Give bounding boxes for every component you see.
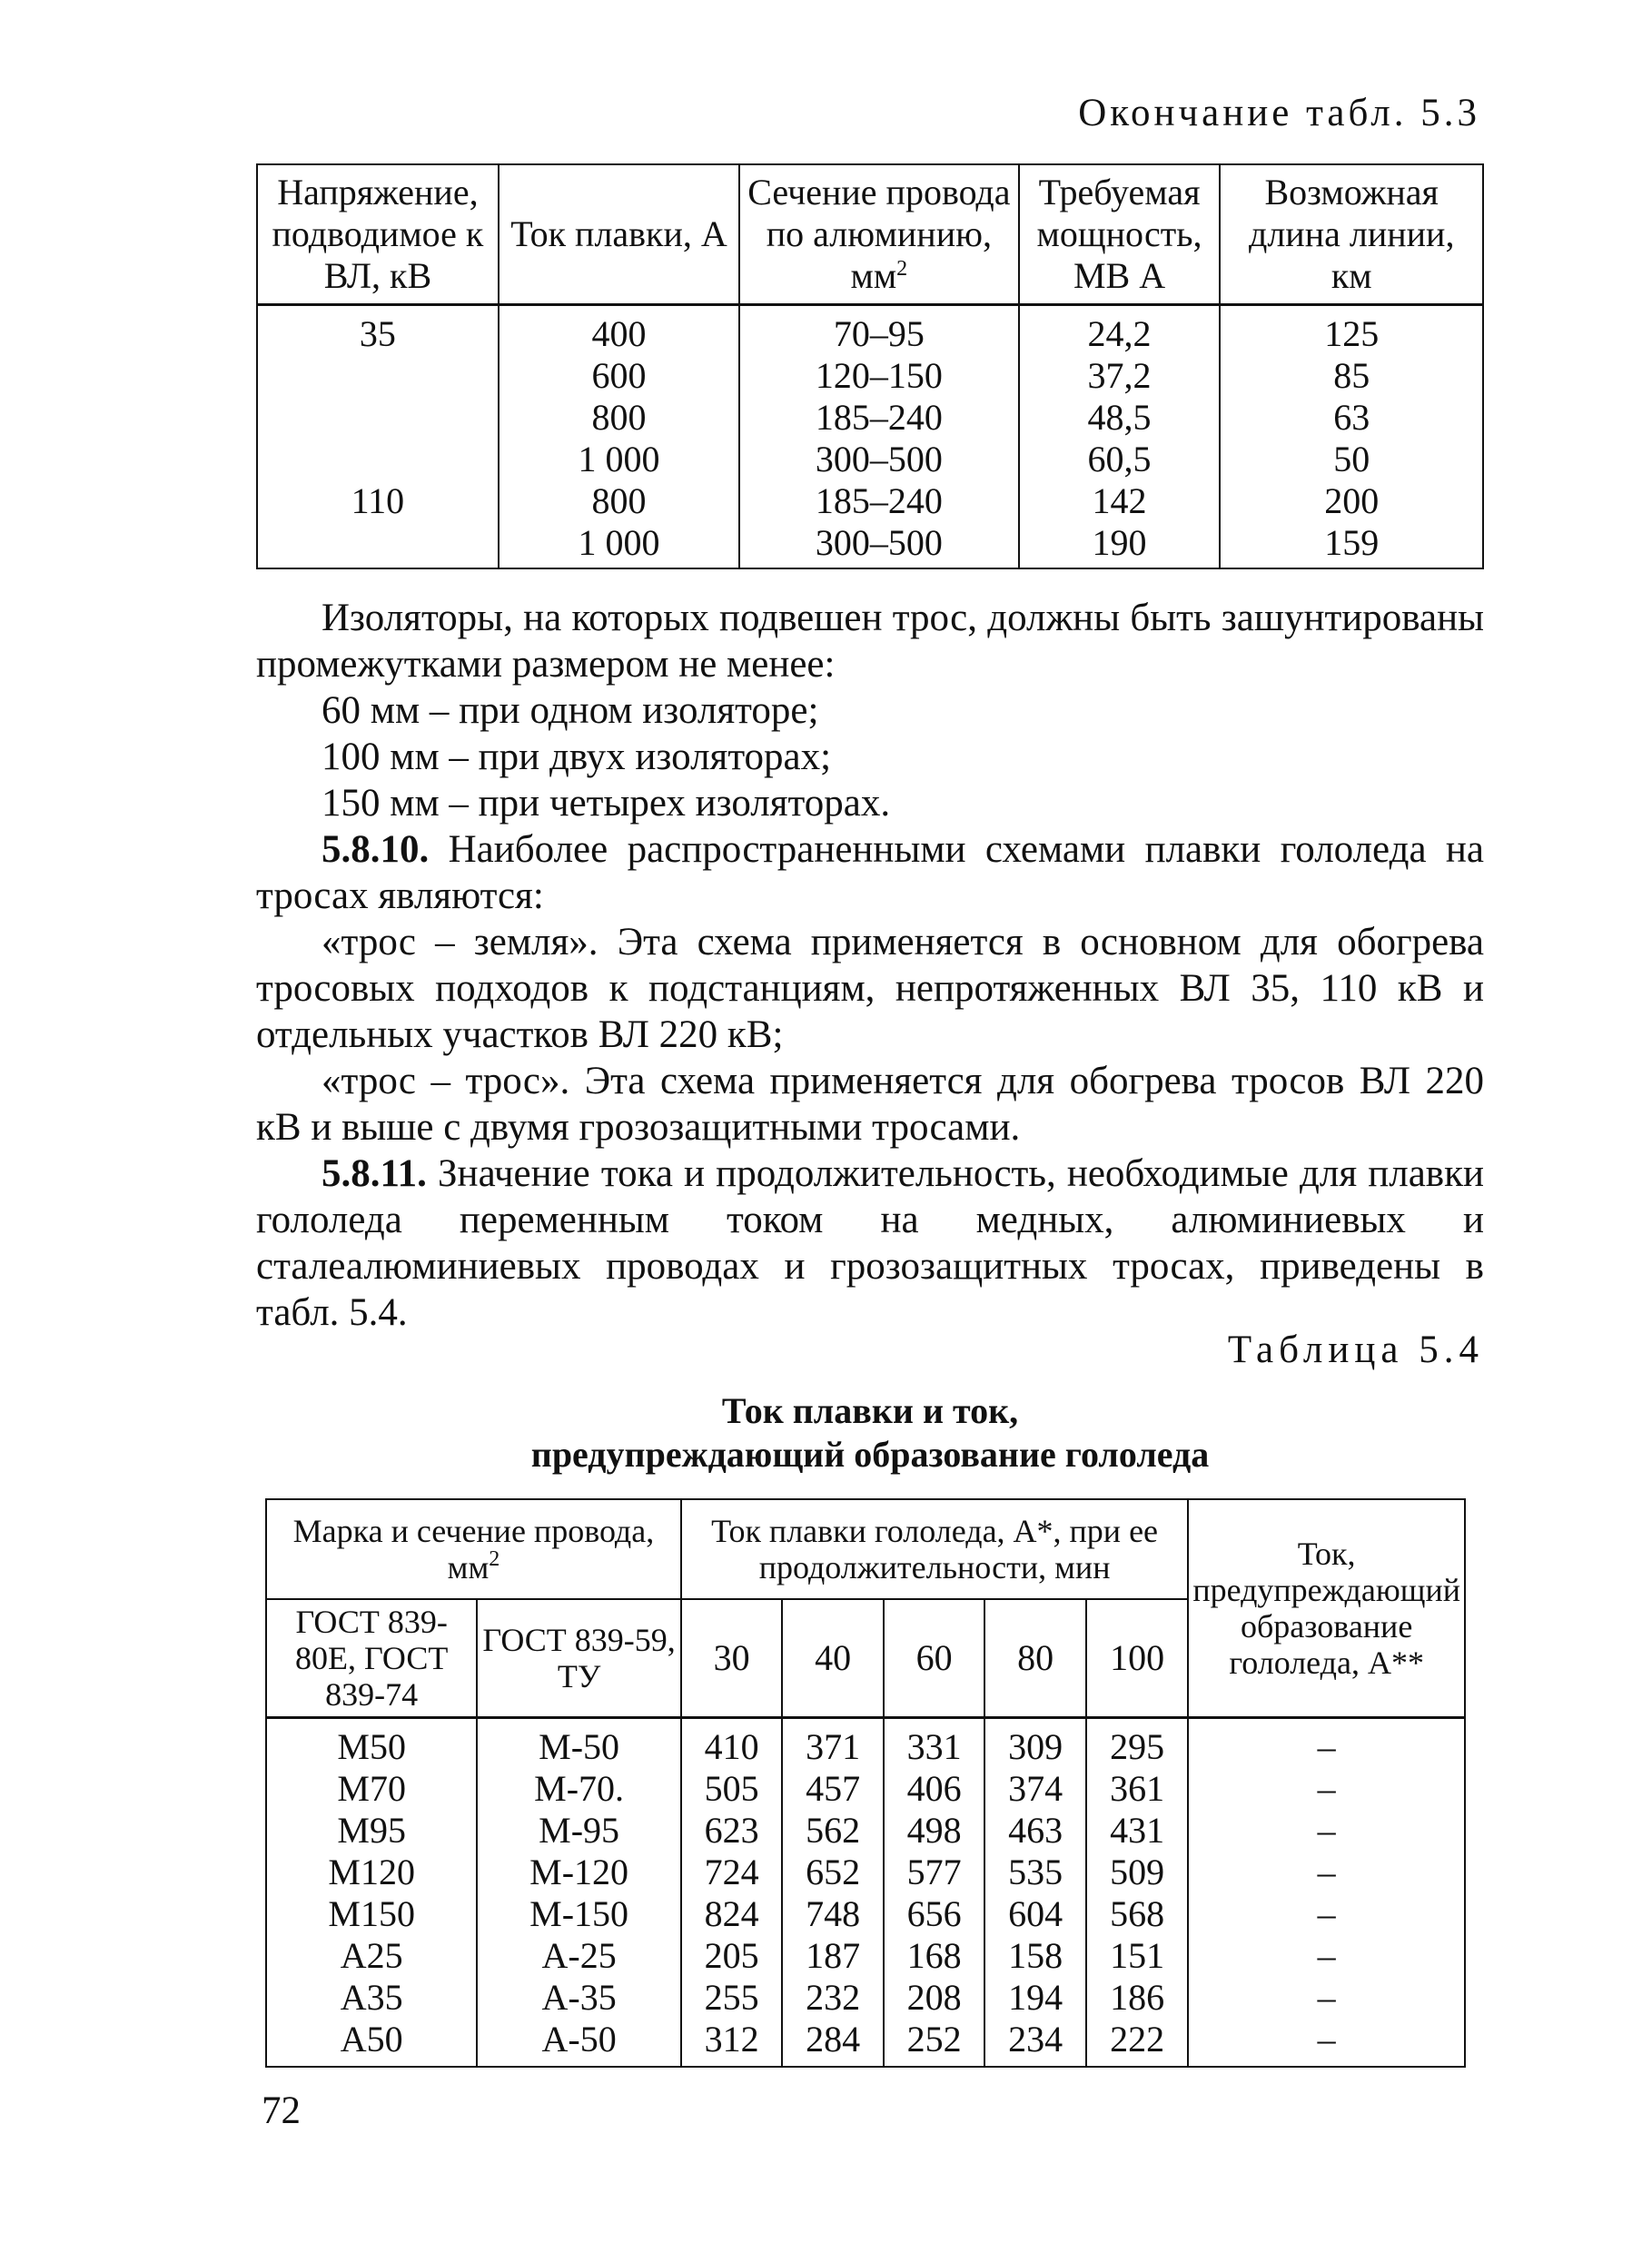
- table-cell: 600: [499, 355, 739, 397]
- header-prevent-current: Ток, предупреждающий образование гололеда, А**: [1188, 1499, 1465, 1718]
- table-cell: 371: [782, 1718, 884, 1769]
- table-cell: 824: [681, 1893, 783, 1935]
- table-row: [257, 355, 1483, 397]
- table-cell: 1 000: [499, 439, 739, 480]
- table-cell: М-50: [477, 1718, 681, 1769]
- table-cell: М95: [266, 1810, 477, 1852]
- table-row: [266, 2019, 1465, 2067]
- table-cell: [257, 397, 499, 439]
- table-cell: М-70.: [477, 1768, 681, 1810]
- table-5-4: [265, 1498, 1466, 2068]
- table-cell: –: [1188, 1852, 1465, 1893]
- table-cell: 656: [884, 1893, 985, 1935]
- table-cell: 410: [681, 1718, 783, 1769]
- table-row: [257, 397, 1483, 439]
- table-cell: 50: [1220, 439, 1483, 480]
- table-row: [257, 522, 1483, 568]
- table-cell: 604: [984, 1893, 1086, 1935]
- table-cell: 70–95: [739, 305, 1018, 356]
- header-line-length: Возможная длина линии, км: [1220, 164, 1483, 305]
- table-cell: 309: [984, 1718, 1086, 1769]
- table-cell: 208: [884, 1977, 985, 2019]
- table-cell: 151: [1086, 1935, 1188, 1977]
- table-row: [266, 1852, 1465, 1893]
- table-row: [266, 1893, 1465, 1935]
- header-wire-mark: Марка и сечение провода, $мм^2$: [266, 1499, 681, 1599]
- table-cell: –: [1188, 1718, 1465, 1769]
- table-cell: 232: [782, 1977, 884, 2019]
- table-cell: М-95: [477, 1810, 681, 1852]
- table-cell: 535: [984, 1852, 1086, 1893]
- table-cell: 568: [1086, 1893, 1188, 1935]
- table-cell: А-50: [477, 2019, 681, 2067]
- paragraph: 5.8.11. Значение тока и продолжительность, необходимые для плавки гололеда переменным током на медных, алюминиевых и сталеалюминиевых проводах и грозозащитных тросах, приведены в табл. 5.4.: [256, 1152, 1484, 1334]
- table-cell: 85: [1220, 355, 1483, 397]
- table-row: [266, 1718, 1465, 1769]
- table-cell: 562: [782, 1810, 884, 1852]
- section-number: 5.8.11.: [321, 1152, 427, 1195]
- table-cell: 577: [884, 1852, 985, 1893]
- table-cell: М-120: [477, 1852, 681, 1893]
- table-cell: 35: [257, 305, 499, 356]
- header-duration: 100: [1086, 1599, 1188, 1718]
- table-cell: 205: [681, 1935, 783, 1977]
- table-5-3: [256, 163, 1484, 569]
- table-cell: М50: [266, 1718, 477, 1769]
- table-cell: А-35: [477, 1977, 681, 2019]
- table-cell: 498: [884, 1810, 985, 1852]
- table-cell: 200: [1220, 480, 1483, 522]
- table-row: [266, 1810, 1465, 1852]
- table-cell: 120–150: [739, 355, 1018, 397]
- table-cell: 800: [499, 480, 739, 522]
- table-cell: [257, 439, 499, 480]
- table-cell: 185–240: [739, 397, 1018, 439]
- table-cell: 158: [984, 1935, 1086, 1977]
- table-cell: 190: [1019, 522, 1221, 568]
- table-cell: 1 000: [499, 522, 739, 568]
- table-cell: А-25: [477, 1935, 681, 1977]
- table-cell: 284: [782, 2019, 884, 2067]
- header-melt-current: Ток плавки, А: [499, 164, 739, 305]
- header-wire-section: Сечение провода по алюминию, $мм^2$: [739, 164, 1018, 305]
- header-power: Требуемая мощность, МВ А: [1019, 164, 1221, 305]
- table-cell: 24,2: [1019, 305, 1221, 356]
- table-cell: 300–500: [739, 439, 1018, 480]
- table-cell: 300–500: [739, 522, 1018, 568]
- table-cell: 509: [1086, 1852, 1188, 1893]
- table-row: [266, 1935, 1465, 1977]
- table-cell: –: [1188, 1977, 1465, 2019]
- table-cell: 652: [782, 1852, 884, 1893]
- table-cell: 159: [1220, 522, 1483, 568]
- table-cell: 222: [1086, 2019, 1188, 2067]
- table-cell: –: [1188, 1768, 1465, 1810]
- table-cell: А25: [266, 1935, 477, 1977]
- table-cell: 37,2: [1019, 355, 1221, 397]
- table-cell: 331: [884, 1718, 985, 1769]
- table-cell: 505: [681, 1768, 783, 1810]
- table-cell: 125: [1220, 305, 1483, 356]
- table-cell: 168: [884, 1935, 985, 1977]
- table-cell: 142: [1019, 480, 1221, 522]
- paragraph: 150 мм – при четырех изоляторах.: [321, 782, 891, 825]
- table-cell: 252: [884, 2019, 985, 2067]
- paragraph: «трос – трос». Эта схема применяется для обогрева тросов ВЛ 220 кВ и выше с двумя грозозащитными тросами.: [256, 1060, 1484, 1149]
- continuation-label: Окончание табл. 5.3: [1078, 92, 1480, 134]
- table-cell: 623: [681, 1810, 783, 1852]
- table-cell: 457: [782, 1768, 884, 1810]
- header-duration: 30: [681, 1599, 783, 1718]
- table-cell: 400: [499, 305, 739, 356]
- table-cell: 186: [1086, 1977, 1188, 2019]
- header-duration: 80: [984, 1599, 1086, 1718]
- paragraph: Изоляторы, на которых подвешен трос, должны быть зашунтированы промежутками размером не менее:: [256, 597, 1484, 686]
- table-cell: 185–240: [739, 480, 1018, 522]
- table-cell: 312: [681, 2019, 783, 2067]
- header-duration: 60: [884, 1599, 985, 1718]
- table-row: [257, 305, 1483, 356]
- header-voltage: Напряжение, подводимое к ВЛ, кВ: [257, 164, 499, 305]
- table-cell: –: [1188, 1935, 1465, 1977]
- table-cell: 800: [499, 397, 739, 439]
- table-cell: М-150: [477, 1893, 681, 1935]
- table-cell: М120: [266, 1852, 477, 1893]
- table-cell: 748: [782, 1893, 884, 1935]
- header-gost-2: ГОСТ 839-59, ТУ: [477, 1599, 681, 1718]
- header-melt-current-duration: Ток плавки гололеда, А*, при ее продолжительности, мин: [681, 1499, 1188, 1599]
- body-text: [256, 595, 1484, 1336]
- table-cell: [257, 522, 499, 568]
- table-cell: –: [1188, 2019, 1465, 2067]
- header-duration: 40: [782, 1599, 884, 1718]
- header-gost-1: ГОСТ 839-80Е, ГОСТ 839-74: [266, 1599, 477, 1718]
- table-row: [266, 1768, 1465, 1810]
- table-cell: 187: [782, 1935, 884, 1977]
- table-cell: М150: [266, 1893, 477, 1935]
- table-cell: А50: [266, 2019, 477, 2067]
- table-cell: [257, 355, 499, 397]
- table-label: Таблица 5.4: [1227, 1329, 1484, 1371]
- table-cell: 110: [257, 480, 499, 522]
- table-cell: 406: [884, 1768, 985, 1810]
- table-cell: 60,5: [1019, 439, 1221, 480]
- table-title: Ток плавки и ток, предупреждающий образование гололеда: [530, 1390, 1210, 1475]
- table-cell: 724: [681, 1852, 783, 1893]
- table-cell: –: [1188, 1810, 1465, 1852]
- table-row: [266, 1977, 1465, 2019]
- page-number: 72: [262, 2089, 301, 2132]
- table-cell: 431: [1086, 1810, 1188, 1852]
- table-row: [257, 480, 1483, 522]
- paragraph: 5.8.10. Наиболее распространенными схемами плавки гололеда на тросах являются:: [256, 828, 1484, 917]
- paragraph: «трос – земля». Эта схема применяется в основном для обогрева тросовых подходов к подстанциям, непротяженных ВЛ 35, 110 кВ и отдельных участков ВЛ 220 кВ;: [256, 921, 1484, 1056]
- section-number: 5.8.10.: [321, 828, 430, 871]
- table-cell: А35: [266, 1977, 477, 2019]
- table-cell: М70: [266, 1768, 477, 1810]
- table-cell: 463: [984, 1810, 1086, 1852]
- table-cell: 63: [1220, 397, 1483, 439]
- table-cell: 48,5: [1019, 397, 1221, 439]
- table-cell: 255: [681, 1977, 783, 2019]
- table-cell: –: [1188, 1893, 1465, 1935]
- table-cell: 361: [1086, 1768, 1188, 1810]
- table-cell: 194: [984, 1977, 1086, 2019]
- table-row: [257, 439, 1483, 480]
- paragraph: 60 мм – при одном изоляторе;: [321, 689, 819, 732]
- table-cell: 295: [1086, 1718, 1188, 1769]
- paragraph: 100 мм – при двух изоляторах;: [321, 736, 832, 778]
- table-cell: 374: [984, 1768, 1086, 1810]
- table-cell: 234: [984, 2019, 1086, 2067]
